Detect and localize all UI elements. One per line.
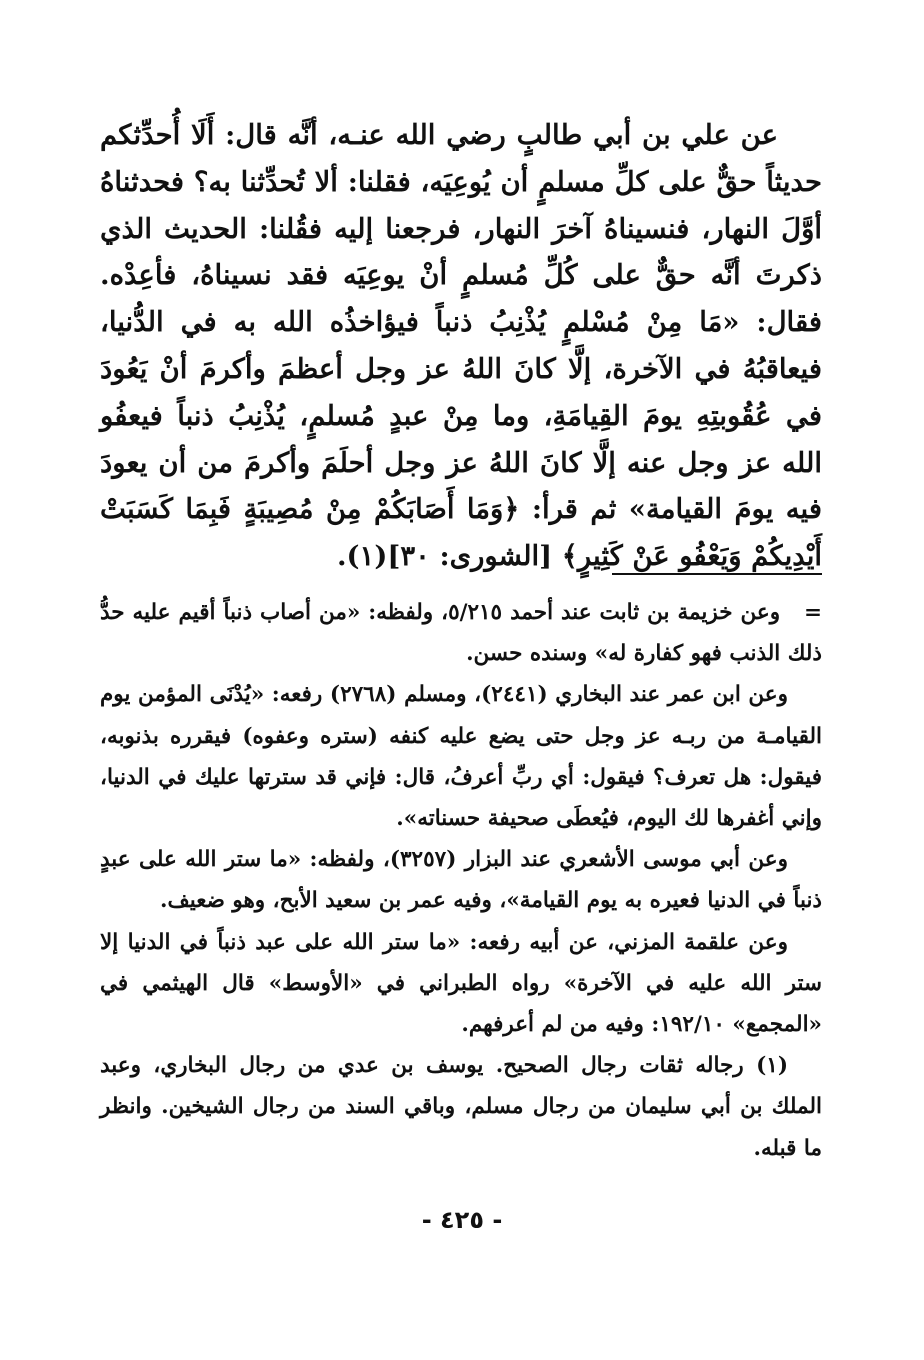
footnote-divider [612, 573, 822, 575]
main-text [100, 112, 822, 580]
footnote-item: = وعن خزيمة بن ثابت عند أحمد ٥/٢١٥، ولفظه: «من أصاب ذنباً أقيم عليه حدُّ ذلك الذنب فهو كفارة له» وسنده حسن. [100, 600, 822, 667]
footnote-item: وعن علقمة المزني، عن أبيه رفعه: «ما ستر الله على عبد ذنباً في الدنيا إلا ستر الله عليه في الآخرة» رواه الطبراني في «الأوسط» قال الهيثمي في «المجمع» ١٩٢/١٠: وفيه من لم أعرفهم. [100, 929, 823, 1038]
footnote-reference: (١) رجاله ثقات رجال الصحيح. يوسف بن عدي من رجال البخاري، وعبد الملك بن أبي سليمان من رجال مسلم، وباقي السند من رجال الشيخين. وانظر ما قبله. [100, 1053, 822, 1161]
continuation-mark: = [803, 600, 822, 625]
footnote-item: وعن ابن عمر عند البخاري (٢٤٤١)، ومسلم (٢٧٦٨) رفعه: «يُدْنَى المؤمن يوم القيامـة من ربـه عز وجل حتى يضع عليه كنفه (ستره وعفوه) فيقرره بذنوبه، فيقول: هل تعرف؟ فيقول: أي ربِّ أعرفُ، قال: فإني قد سترتها عليك في الدنيا، وإني أغفرها لك اليوم، فيُعطَى صحيفة حسناته». [100, 682, 822, 832]
footnote-item: وعن أبي موسى الأشعري عند البزار (٣٢٥٧)، ولفظه: «ما ستر الله على عبدٍ ذنباً في الدنيا فعيره به يوم القيامة»، وفيه عمر بن سعيد الأبح، وهو ضعيف. [100, 847, 822, 914]
hadith-paragraph: عن علي بن أبي طالبٍ رضي الله عنـه، أنَّه قال: أَلَا أُحدِّثكم حديثاً حقٌّ على كلِّ مسلمٍ أن يُوعِيَه، فقلنا: ألا تُحدِّثنا به؟ فحدثناهُ أوَّلَ النهار، فنسيناهُ آخرَ النهار، فرجعنا إليه فقُلنا: الحديث الذي ذكرتَ أنَّه حقٌّ على كُلِّ مُسلمٍ أنْ يوعِيَه فقد نسيناهُ، فأعِدْه. فقال: «مَا مِنْ مُسْلمٍ يُذْنِبُ ذنباً فيؤاخذُه الله به في الدُّنيا، فيعاقبُهُ في الآخرة، إلَّا كانَ اللهُ عز وجل أعظمَ وأكرمَ أنْ يَعُودَ في عُقُوبتِهِ يومَ القِيامَةِ، وما مِنْ عبدٍ مُسلمٍ، يُذْنِبُ ذنباً فيعفُو الله عز وجل عنه إلَّا كانَ اللهُ عز وجل أحلَمَ وأكرمَ من أن يعودَ فيه يومَ القيامة» ثم قرأ: ﴿وَمَا أَصَابَكُمْ مِنْ مُصِيبَةٍ فَبِمَا كَسَبَتْ أَيْدِيكُمْ وَيَعْفُو عَنْ كَثِيرٍ﴾ [الشورى: ٣٠](١). [100, 119, 822, 573]
page-number: - ٤٢٥ - [421, 1206, 503, 1234]
footnotes [100, 592, 822, 1169]
page [100, 112, 822, 580]
